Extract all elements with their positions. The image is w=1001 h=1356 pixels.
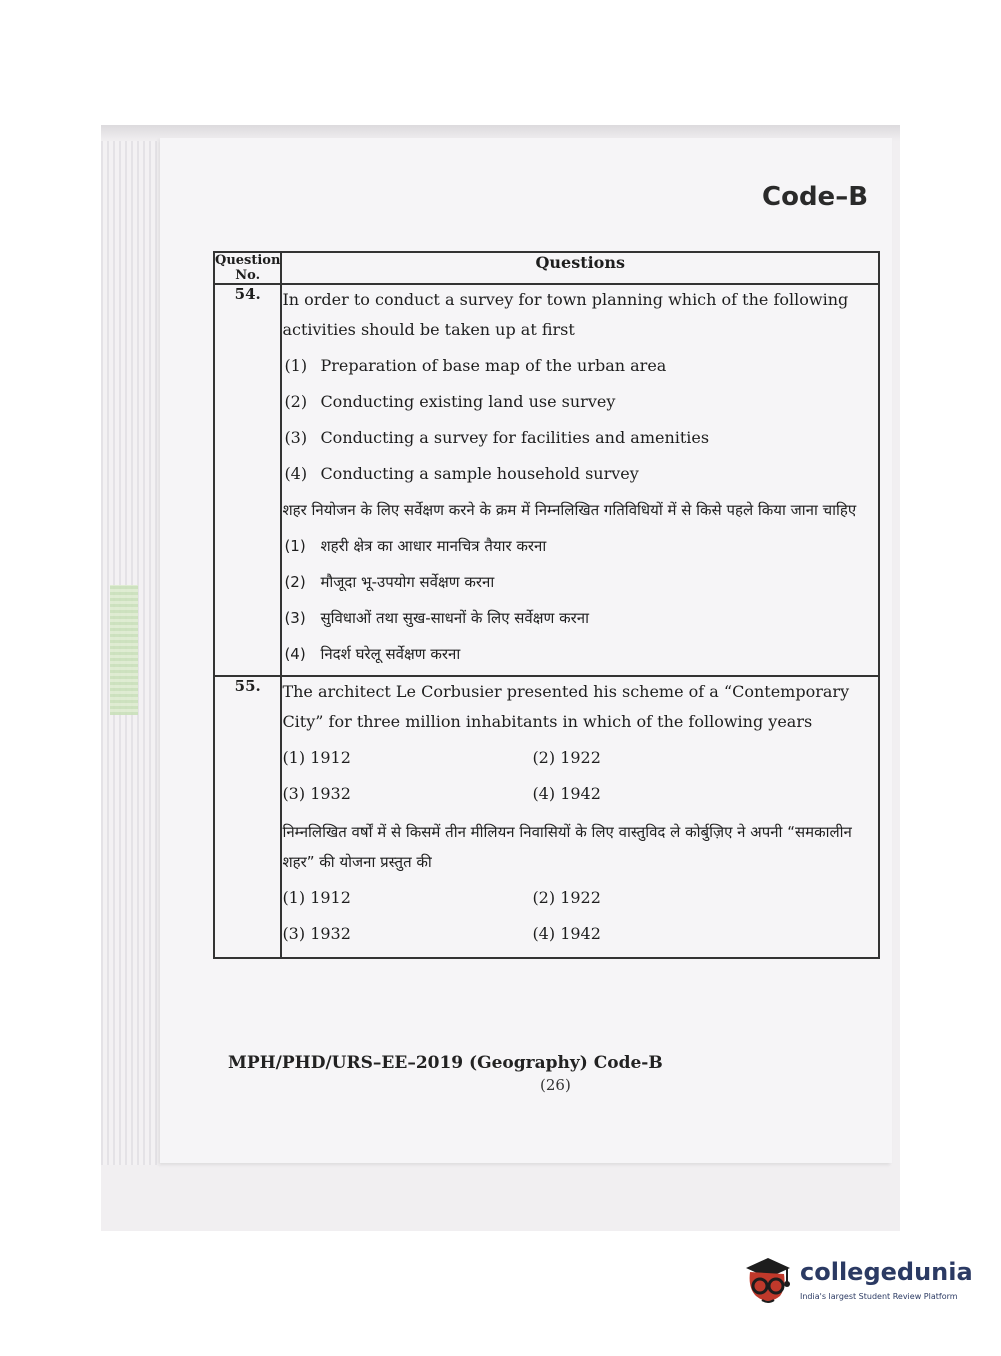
option-hi: (1) 1912 [282, 888, 351, 907]
option-text: निदर्श घरेलू सर्वेक्षण करना [320, 645, 461, 663]
options-en [282, 743, 878, 809]
option-en [284, 423, 878, 453]
option-text: Conducting a survey for facilities and amenities [320, 428, 710, 447]
option-number: (4) [284, 645, 306, 663]
table-header-row [214, 252, 879, 284]
options-hi [282, 883, 878, 949]
option-hi: (3) 1932 [282, 924, 351, 943]
option-en: (1) 1912 [282, 748, 351, 767]
question-row [214, 284, 879, 676]
graduate-logo-icon [742, 1256, 792, 1308]
option-number: (2) [284, 392, 308, 411]
option-hi [284, 639, 878, 669]
question-row [214, 676, 879, 958]
paper-code: Code–B [762, 182, 869, 212]
collegedunia-watermark [742, 1250, 972, 1320]
brand-name: collegedunia [800, 1258, 973, 1286]
option-en [284, 351, 878, 381]
option-text: Conducting a sample household survey [320, 464, 639, 483]
option-hi [284, 531, 878, 561]
option-number: (3) [284, 609, 306, 627]
question-number: 55. [214, 676, 281, 958]
question-body [281, 676, 879, 958]
option-en: (3) 1932 [282, 784, 351, 803]
option-text: सुविधाओं तथा सुख-साधनों के लिए सर्वेक्षण करना [320, 609, 589, 627]
option-text: Preparation of base map of the urban area [320, 356, 667, 375]
option-en: (4) 1942 [532, 784, 601, 803]
option-number: (2) [284, 573, 306, 591]
question-text-en: In order to conduct a survey for town planning which of the following activities should be taken up at first [282, 290, 849, 339]
option-text: शहरी क्षेत्र का आधार मानचित्र तैयार करना [320, 537, 547, 555]
questions-header: Questions [281, 252, 879, 284]
option-number: (4) [284, 464, 308, 483]
question-number: 54. [214, 284, 281, 676]
option-text: Conducting existing land use survey [320, 392, 616, 411]
question-text-hi: निम्नलिखित वर्षों में से किसमें तीन मीलियन निवासियों के लिए वास्तुविद ले कोर्बुज़िए ने अपनी “समकालीन शहर” की योजना प्रस्तुत की [282, 823, 852, 871]
option-number: (1) [284, 537, 306, 555]
page-number: (26) [540, 1076, 571, 1094]
option-hi: (4) 1942 [532, 924, 601, 943]
option-hi: (2) 1922 [532, 888, 601, 907]
question-text-hi: शहर नियोजन के लिए सर्वेक्षण करने के क्रम में निम्नलिखित गतिविधियों में से किसे पहले किया जाना चाहिए [282, 501, 857, 519]
brand-tagline: India's largest Student Review Platform [800, 1292, 958, 1301]
exam-footer: MPH/PHD/URS–EE–2019 (Geography) Code-B [228, 1053, 663, 1073]
question-text-en: The architect Le Corbusier presented his scheme of a “Contemporary City” for three million inhabitants in which of the following years [282, 682, 850, 731]
question-no-header: Question No. [215, 253, 281, 283]
question-body [281, 284, 879, 676]
option-en [284, 459, 878, 489]
option-text: मौजूदा भू-उपयोग सर्वेक्षण करना [320, 573, 495, 591]
option-en: (2) 1922 [532, 748, 601, 767]
option-number: (1) [284, 356, 308, 375]
option-hi [284, 603, 878, 633]
option-number: (3) [284, 428, 308, 447]
binding-tape [110, 585, 138, 715]
questions-table [213, 251, 880, 959]
option-hi [284, 567, 878, 597]
option-en [284, 387, 878, 417]
